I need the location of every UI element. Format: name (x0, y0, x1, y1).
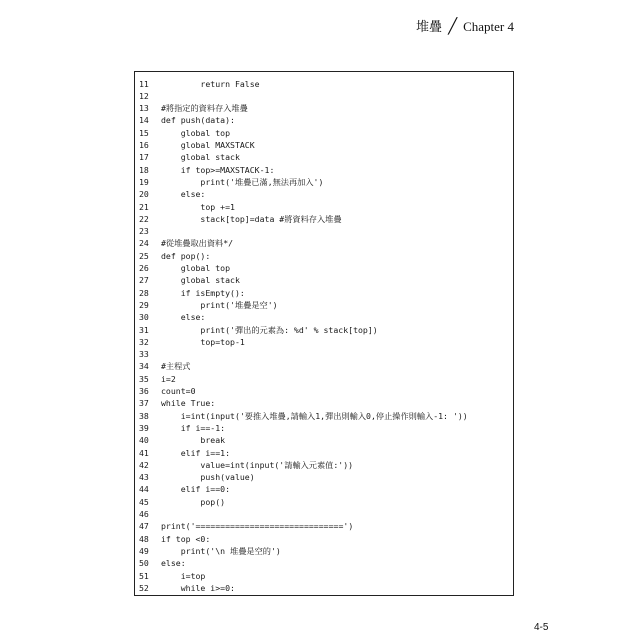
line-number: 49 (139, 545, 149, 556)
code-line (135, 348, 161, 360)
line-number: 42 (139, 459, 149, 470)
line-number: 17 (139, 152, 149, 163)
code-text: else: (161, 312, 206, 323)
line-number: 33 (139, 349, 149, 360)
code-line (135, 188, 205, 200)
line-number: 22 (139, 213, 149, 224)
code-line (135, 164, 274, 176)
code-text: print('彈出的元素為: %d' % stack[top]) (161, 324, 378, 335)
line-number: 36 (139, 386, 149, 396)
code-line (135, 201, 235, 213)
code-line (135, 422, 225, 434)
line-number: 34 (139, 361, 149, 372)
code-line (135, 483, 230, 495)
code-text: def push(data): (161, 115, 235, 126)
line-number: 24 (139, 238, 149, 249)
code-line (135, 274, 240, 286)
line-number: 21 (139, 201, 149, 212)
code-line (135, 299, 278, 311)
line-number: 35 (139, 373, 149, 384)
code-line (135, 373, 176, 385)
code-line (135, 360, 191, 372)
code-text: break (161, 435, 226, 446)
code-line (135, 496, 225, 508)
code-line (135, 225, 161, 237)
code-line (135, 78, 260, 90)
line-number: 27 (139, 275, 149, 286)
line-number: 51 (139, 570, 149, 581)
line-number: 45 (139, 496, 149, 507)
code-line (135, 237, 233, 249)
running-header (416, 16, 514, 35)
line-number: 25 (139, 250, 149, 261)
code-text: print('堆疊已滿,無法再加入') (161, 176, 324, 187)
code-line (135, 508, 161, 520)
code-line (135, 582, 235, 594)
line-number: 38 (139, 410, 149, 421)
code-text: print('堆疊是空') (161, 299, 278, 310)
code-line (135, 570, 205, 582)
code-line (135, 114, 235, 126)
code-line (135, 447, 230, 459)
line-number: 31 (139, 324, 149, 335)
code-text: count=0 (161, 386, 196, 396)
code-line (135, 90, 161, 102)
code-text: else: (161, 189, 206, 200)
code-line (135, 545, 281, 557)
code-line (135, 151, 240, 163)
code-line (135, 557, 186, 569)
line-number: 14 (139, 115, 149, 126)
code-line (135, 385, 196, 397)
line-number: 29 (139, 299, 149, 310)
code-text: #將指定的資料存入堆疊 (161, 103, 248, 114)
code-text: top=top-1 (161, 336, 245, 347)
code-line (135, 139, 255, 151)
code-line (135, 533, 210, 545)
line-number: 46 (139, 509, 149, 519)
line-number: 48 (139, 533, 149, 544)
code-text: #從堆疊取出資料*/ (161, 238, 234, 249)
line-number: 52 (139, 582, 149, 593)
code-line (135, 520, 353, 532)
code-line (135, 127, 230, 139)
code-line (135, 434, 225, 446)
code-text: #主程式 (161, 361, 191, 372)
line-number: 39 (139, 422, 149, 433)
code-line (135, 262, 230, 274)
code-text: i=top (161, 570, 206, 581)
code-line (135, 397, 215, 409)
line-number: 41 (139, 447, 149, 458)
header-chapter-label: Chapter 4 (463, 19, 514, 34)
code-text: push(value) (161, 472, 255, 483)
header-separator: ╱ (448, 17, 458, 35)
code-text: global stack (161, 275, 240, 286)
code-line (135, 213, 342, 225)
code-text: if top>=MAXSTACK-1: (161, 164, 275, 175)
line-number: 50 (139, 558, 149, 569)
line-number: 15 (139, 127, 149, 138)
line-number: 11 (139, 78, 149, 89)
code-line (135, 102, 248, 114)
code-text: print('\n 堆疊是空的') (161, 545, 281, 556)
code-text: stack[top]=data #將資料存入堆疊 (161, 213, 342, 224)
code-text: global stack (161, 152, 240, 163)
code-text: elif i==0: (161, 484, 231, 495)
code-line (135, 336, 245, 348)
line-number: 23 (139, 226, 149, 237)
line-number: 12 (139, 90, 149, 101)
code-text: value=int(input('請輸入元素值:')) (161, 459, 354, 470)
code-text: return False (161, 78, 260, 89)
line-number: 44 (139, 484, 149, 495)
line-number: 18 (139, 164, 149, 175)
code-line (135, 311, 205, 323)
code-listing (134, 71, 514, 596)
code-line (135, 459, 353, 471)
code-line (135, 176, 323, 188)
code-line (135, 471, 255, 483)
code-text: i=2 (161, 373, 176, 384)
line-number: 26 (139, 263, 149, 273)
code-text: global top (161, 263, 231, 273)
code-line (135, 324, 378, 336)
line-number: 47 (139, 521, 149, 532)
code-text: i=int(input('要推入堆疊,請輸入1,彈出則輸入0,停止操作則輸入-1: ')) (161, 410, 468, 421)
code-text: if isEmpty(): (161, 287, 245, 298)
code-text: while i>=0: (161, 582, 235, 593)
code-text: else: (161, 558, 186, 569)
code-text: while True: (161, 398, 216, 409)
code-text: pop() (161, 496, 226, 507)
code-text: global top (161, 127, 231, 138)
code-line (135, 287, 245, 299)
page-number: 4-5 (534, 622, 549, 633)
code-text: def pop(): (161, 250, 211, 261)
line-number: 32 (139, 336, 149, 347)
line-number: 16 (139, 140, 149, 150)
code-text: global MAXSTACK (161, 140, 255, 150)
line-number: 13 (139, 103, 149, 114)
code-line (135, 410, 468, 422)
line-number: 37 (139, 398, 149, 409)
line-number: 28 (139, 287, 149, 298)
code-text: top +=1 (161, 201, 235, 212)
line-number: 40 (139, 435, 149, 446)
line-number: 43 (139, 472, 149, 483)
code-text: print('==============================') (161, 521, 354, 532)
line-number: 20 (139, 189, 149, 200)
line-number: 19 (139, 176, 149, 187)
line-number: 30 (139, 312, 149, 323)
code-line (135, 250, 210, 262)
code-text: elif i==1: (161, 447, 231, 458)
code-text: if top <0: (161, 533, 211, 544)
header-section-title: 堆疊 (416, 20, 443, 35)
code-text: if i==-1: (161, 422, 226, 433)
